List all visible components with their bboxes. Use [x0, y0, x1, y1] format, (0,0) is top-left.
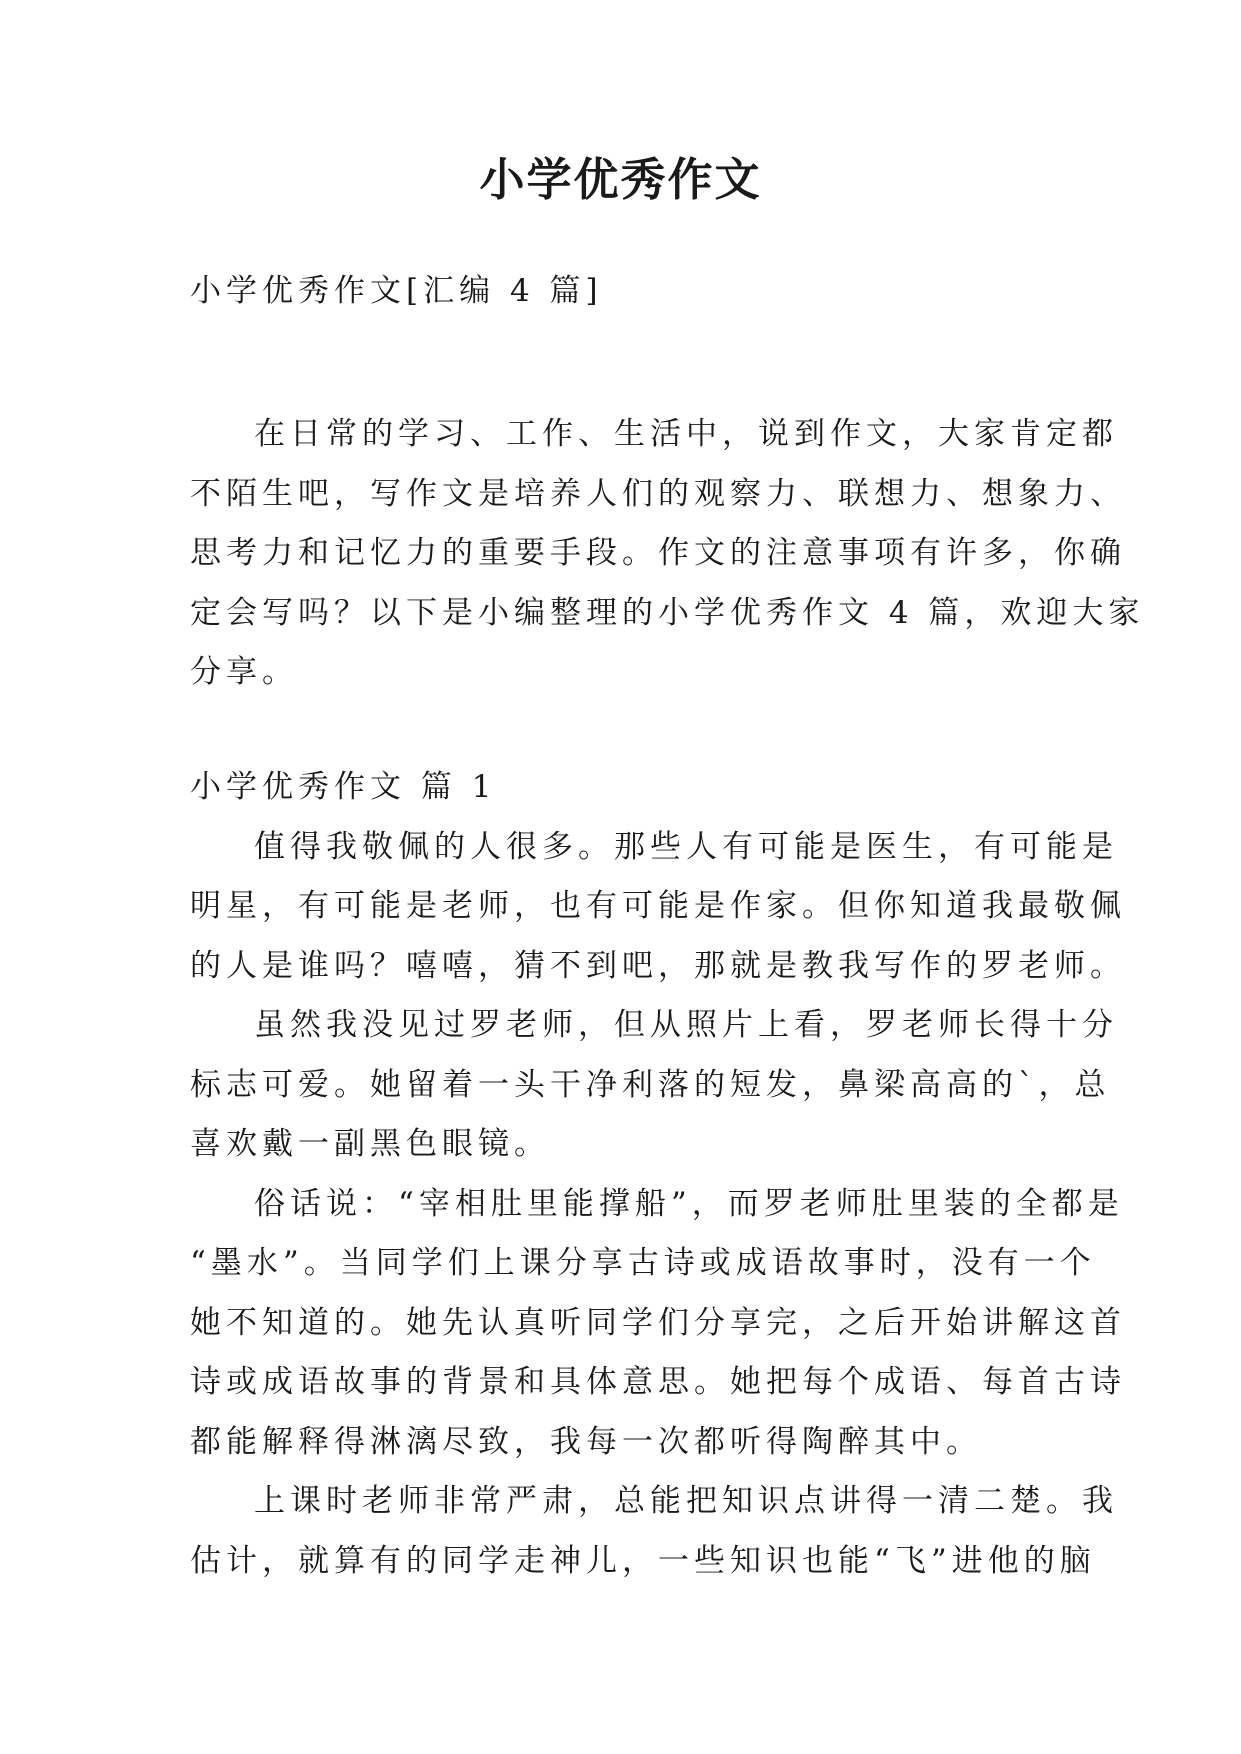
- section-line: 值得我敬佩的人很多。那些人有可能是医生，有可能是: [254, 828, 1118, 865]
- section-line: 喜欢戴一副黑色眼镜。: [190, 1126, 550, 1162]
- intro-line: 定会写吗？以下是小编整理的小学优秀作文 4 篇，欢迎大家: [190, 594, 1145, 631]
- section-line: 上课时老师非常严肃，总能把知识点讲得一清二楚。我: [254, 1483, 1118, 1519]
- essay-section-1: [190, 758, 1126, 1591]
- section-line: 都能解释得淋漓尽致，我每一次都听得陶醉其中。: [190, 1423, 982, 1460]
- intro-line: 在日常的学习、工作、生活中，说到作文，大家肯定都: [254, 416, 1118, 452]
- section-body: [190, 818, 1126, 1592]
- intro-line: 分享。: [190, 654, 298, 690]
- intro-paragraph: [190, 405, 1145, 703]
- section-heading: 小学优秀作文 篇 1: [190, 769, 497, 805]
- intro-line: 思考力和记忆力的重要手段。作文的注意事项有许多，你确: [190, 535, 1126, 571]
- intro-line: 不陌生吧，写作文是培养人们的观察力、联想力、想象力、: [190, 475, 1126, 512]
- section-line: 俗话说：“宰相肚里能撑船”，而罗老师肚里装的全都是: [254, 1185, 1124, 1222]
- section-line: 诗或成语故事的背景和具体意思。她把每个成语、每首古诗: [190, 1364, 1126, 1400]
- section-line: 标志可爱。她留着一头干净利落的短发，鼻梁高高的`，总: [190, 1066, 1111, 1103]
- section-line: 估计，就算有的同学走神儿，一些知识也能“飞”进他的脑: [190, 1542, 1096, 1579]
- section-line: “墨水”。当同学们上课分享古诗或成语故事时，没有一个: [190, 1245, 1096, 1281]
- section-line: 虽然我没见过罗老师，但从照片上看，罗老师长得十分: [254, 1007, 1118, 1043]
- section-line: 的人是谁吗？嘻嘻，猜不到吧，那就是教我写作的罗老师。: [190, 947, 1126, 984]
- document-title: 小学优秀作文: [479, 153, 762, 206]
- section-line: 明星，有可能是老师，也有可能是作家。但你知道我最敬佩: [190, 888, 1126, 924]
- document-subtitle: 小学优秀作文[汇编 4 篇]: [190, 273, 603, 309]
- section-line: 她不知道的。她先认真听同学们分享完，之后开始讲解这首: [190, 1304, 1126, 1341]
